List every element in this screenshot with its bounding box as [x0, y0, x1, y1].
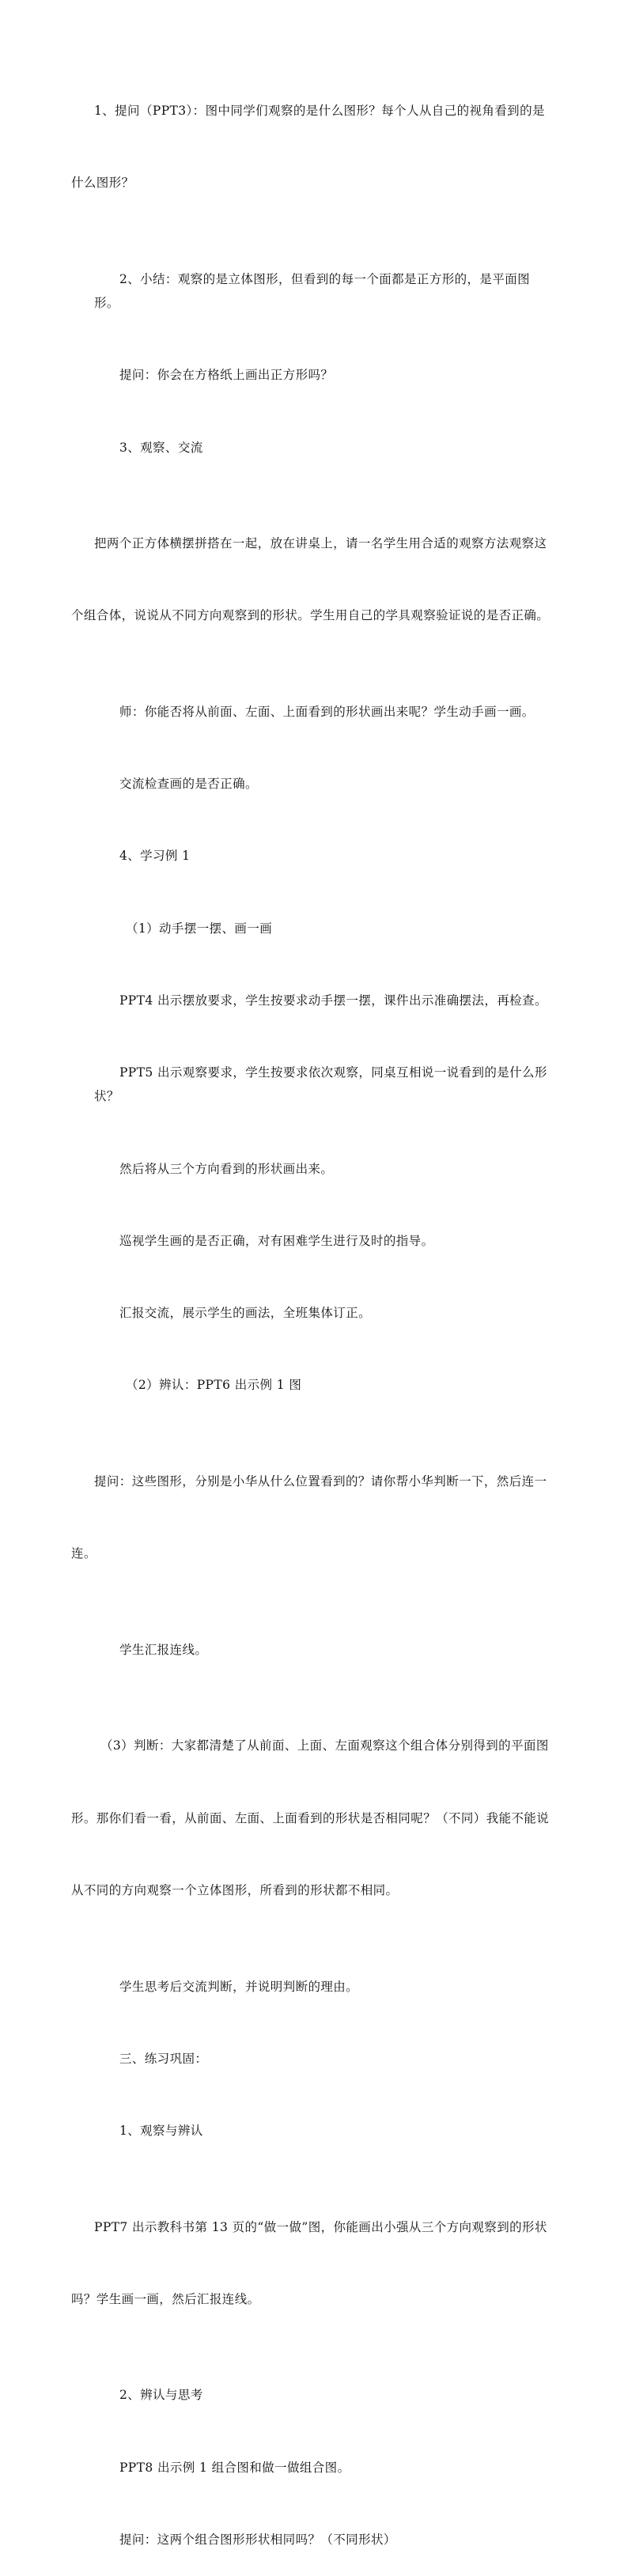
text-line: 1、观察与辨认: [119, 2123, 203, 2138]
paragraph-question-xiaohua: [71, 1421, 553, 1613]
paragraph-ppt8: [94, 2431, 553, 2503]
paragraph-ppt4: [94, 964, 553, 1036]
text-line: 汇报交流，展示学生的画法，全班集体订正。: [119, 1306, 371, 1321]
paragraph-question-square: [94, 339, 553, 411]
text-line: PPT4 出示摆放要求，学生按要求动手摆一摆，课件出示准确摆法，再检查。: [119, 993, 547, 1008]
subheading-hands-on: [94, 892, 553, 964]
text-line: PPT8 出示例 1 组合图和做一做组合图。: [119, 2460, 350, 2475]
section-heading-example: [94, 820, 553, 892]
text-line: 学生思考后交流判断，并说明判断的理由。: [119, 1979, 359, 1994]
paragraph-report: [94, 1277, 553, 1349]
text-line: 2、辨认与思考: [119, 2388, 203, 2403]
section-heading-observe-identify: [94, 2095, 553, 2167]
paragraph-cube-arrangement: [71, 483, 553, 675]
text-line: 提问：这些图形，分别是小华从什么位置看到的？请你帮小华判断一下，然后连一: [94, 1473, 547, 1488]
text-line: 3、观察、交流: [119, 440, 203, 455]
text-line: 2、小结：观察的是立体图形，但看到的每一个面都是正方形的，是平面图形。: [94, 271, 531, 311]
text-line: 交流检查画的是否正确。: [119, 777, 258, 792]
text-line: 把两个正方体横摆拼搭在一起，放在讲桌上，请一名学生用合适的观察方法观察这: [94, 536, 547, 551]
text-line: （2）辨认：PPT6 出示例 1 图: [125, 1378, 302, 1393]
paragraph-summary: [94, 243, 553, 339]
text-line: 什么图形？: [71, 176, 134, 191]
paragraph-teacher-prompt: [94, 676, 553, 748]
paragraph-draw-three-directions: [94, 1133, 553, 1205]
text-line: 三、练习巩固：: [119, 2051, 208, 2066]
section-heading-identify-think: [94, 2359, 553, 2431]
text-line: 连。: [71, 1546, 96, 1561]
text-line: 学生汇报连线。: [119, 1642, 208, 1657]
subheading-identify: [94, 1349, 553, 1421]
text-line: 师：你能否将从前面、左面、上面看到的形状画出来呢？学生动手画一画。: [119, 704, 535, 719]
text-line: 提问：你会在方格纸上画出正方形吗？: [119, 368, 334, 383]
paragraph-student-report: [94, 1613, 553, 1685]
text-line: 1、提问（PPT3）：图中同学们观察的是什么图形？每个人从自己的视角看到的是: [94, 103, 545, 118]
section-heading-observe: [94, 411, 553, 483]
document-body: [71, 51, 553, 2576]
paragraph-question-compare: [94, 2503, 553, 2575]
paragraph-question-ppt3: [71, 51, 553, 243]
text-line: （3）判断：大家都清楚了从前面、上面、左面观察这个组合体分别得到的平面图: [100, 1738, 549, 1753]
paragraph-ppt5: [94, 1037, 553, 1133]
paragraph-ppt7: [71, 2167, 553, 2359]
paragraph-judgement: [71, 1686, 553, 1950]
paragraph-check: [94, 748, 553, 820]
paragraph-patrol: [94, 1205, 553, 1277]
paragraph-think-discuss: [94, 1950, 553, 2022]
section-heading-practice: [94, 2022, 553, 2094]
text-line: 吗？学生画一画，然后汇报连线。: [71, 2291, 260, 2306]
text-line: 然后将从三个方向看到的形状画出来。: [119, 1161, 334, 1176]
text-line: 提问：这两个组合图形形状相同吗？（不同形状）: [119, 2532, 396, 2547]
text-line: 从不同的方向观察一个立体图形，所看到的形状都不相同。: [71, 1882, 399, 1897]
text-line: PPT5 出示观察要求，学生按要求依次观察，同桌互相说一说看到的是什么形状？: [94, 1065, 547, 1104]
text-line: 个组合体，说说从不同方向观察到的形状。学生用自己的学具观察验证说的是否正确。: [71, 608, 550, 623]
text-line: 形。那你们看一看，从前面、左面、上面看到的形状是否相同呢？（不同）我能不能说: [71, 1810, 550, 1825]
text-line: PPT7 出示教科书第 13 页的“做一做”图，你能画出小强从三个方向观察到的形状: [94, 2219, 547, 2234]
text-line: 4、学习例 1: [119, 849, 191, 864]
text-line: 巡视学生画的是否正确，对有困难学生进行及时的指导。: [119, 1233, 434, 1248]
text-line: （1）动手摆一摆、画一画: [125, 921, 273, 936]
